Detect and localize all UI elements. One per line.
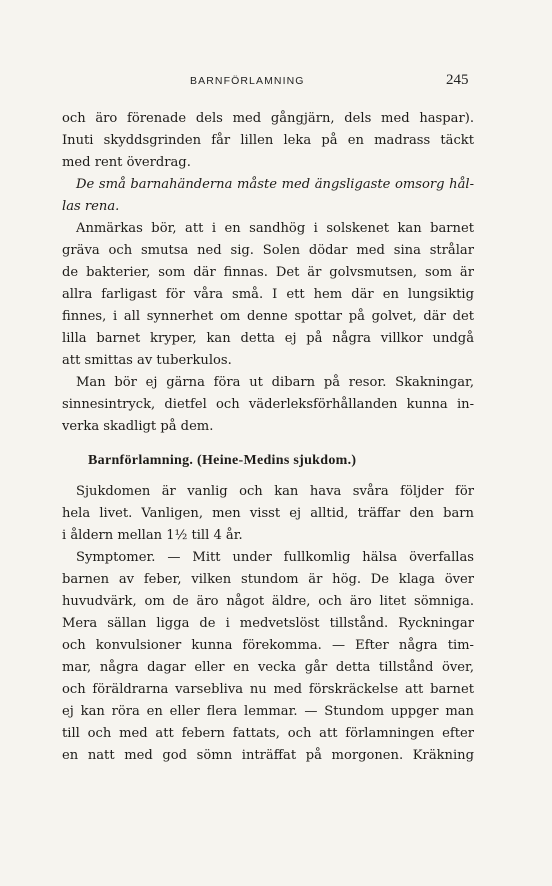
text-line: Inuti skyddsgrinden får lillen leka på en madrass täckt (62, 133, 474, 148)
body-text (62, 108, 474, 438)
text-line: lilla barnet kryper, kan detta ej på några villkor undgå (62, 331, 474, 346)
page-header (0, 72, 552, 92)
text-line: Man bör ej gärna föra ut dibarn på resor. Skakningar, (76, 375, 474, 390)
text-line: Sjukdomen är vanlig och kan hava svåra följder för (76, 484, 474, 499)
text-line: las rena. (62, 199, 120, 214)
text-line: huvudvärk, om de äro något äldre, och äro litet sömniga. (62, 594, 474, 609)
text-line: Symptomer. — Mitt under fullkomlig hälsa överfallas (76, 550, 474, 565)
text-line: mar, några dagar eller en vecka går detta tillstånd över, (62, 660, 474, 675)
text-line: verka skadligt på dem. (62, 419, 214, 434)
text-line: gräva och smutsa ned sig. Solen dödar med sina strålar (62, 243, 474, 258)
text-line: hela livet. Vanligen, men visst ej alltid, träffar den barn (62, 506, 474, 521)
text-line: i åldern mellan 1½ till 4 år. (62, 528, 243, 543)
section-heading: Barnförlamning. (Heine-Medins sjukdom.) (88, 453, 357, 468)
text-line: barnen av feber, vilken stundom är hög. De klaga över (62, 572, 474, 587)
text-line: finnes, i all synnerhet om denne spottar på golvet, där det (62, 309, 474, 324)
page-number: 245 (446, 72, 469, 88)
text-line: med rent överdrag. (62, 155, 191, 170)
text-line: och konvulsioner kunna förekomma. — Efter några tim- (62, 638, 474, 653)
text-line: till och med att febern fattats, och att förlamningen efter (62, 726, 474, 741)
text-line: Mera sällan ligga de i medvetslöst tillstånd. Ryckningar (62, 616, 474, 631)
text-line: allra farligast för våra små. I ett hem där en lungsiktig (62, 287, 474, 302)
text-line: att smittas av tuberkulos. (62, 353, 232, 368)
section-text (62, 481, 474, 767)
text-line: De små barnahänderna måste med ängsligaste omsorg hål- (76, 177, 474, 192)
text-line: de bakterier, som där finnas. Det är golvsmutsen, som är (62, 265, 474, 280)
running-head: BARNFÖRLAMNING (190, 75, 305, 87)
text-line: och äro förenade dels med gångjärn, dels med haspar). (62, 111, 474, 126)
text-line: Anmärkas bör, att i en sandhög i solskenet kan barnet (76, 221, 474, 236)
text-line: en natt med god sömn inträffat på morgonen. Kräkning (62, 748, 474, 763)
text-line: ej kan röra en eller flera lemmar. — Stundom uppger man (62, 704, 474, 719)
text-line: och föräldrarna varsebliva nu med förskräckelse att barnet (62, 682, 474, 697)
text-line: sinnesintryck, dietfel och väderleksförhållanden kunna in- (62, 397, 474, 412)
